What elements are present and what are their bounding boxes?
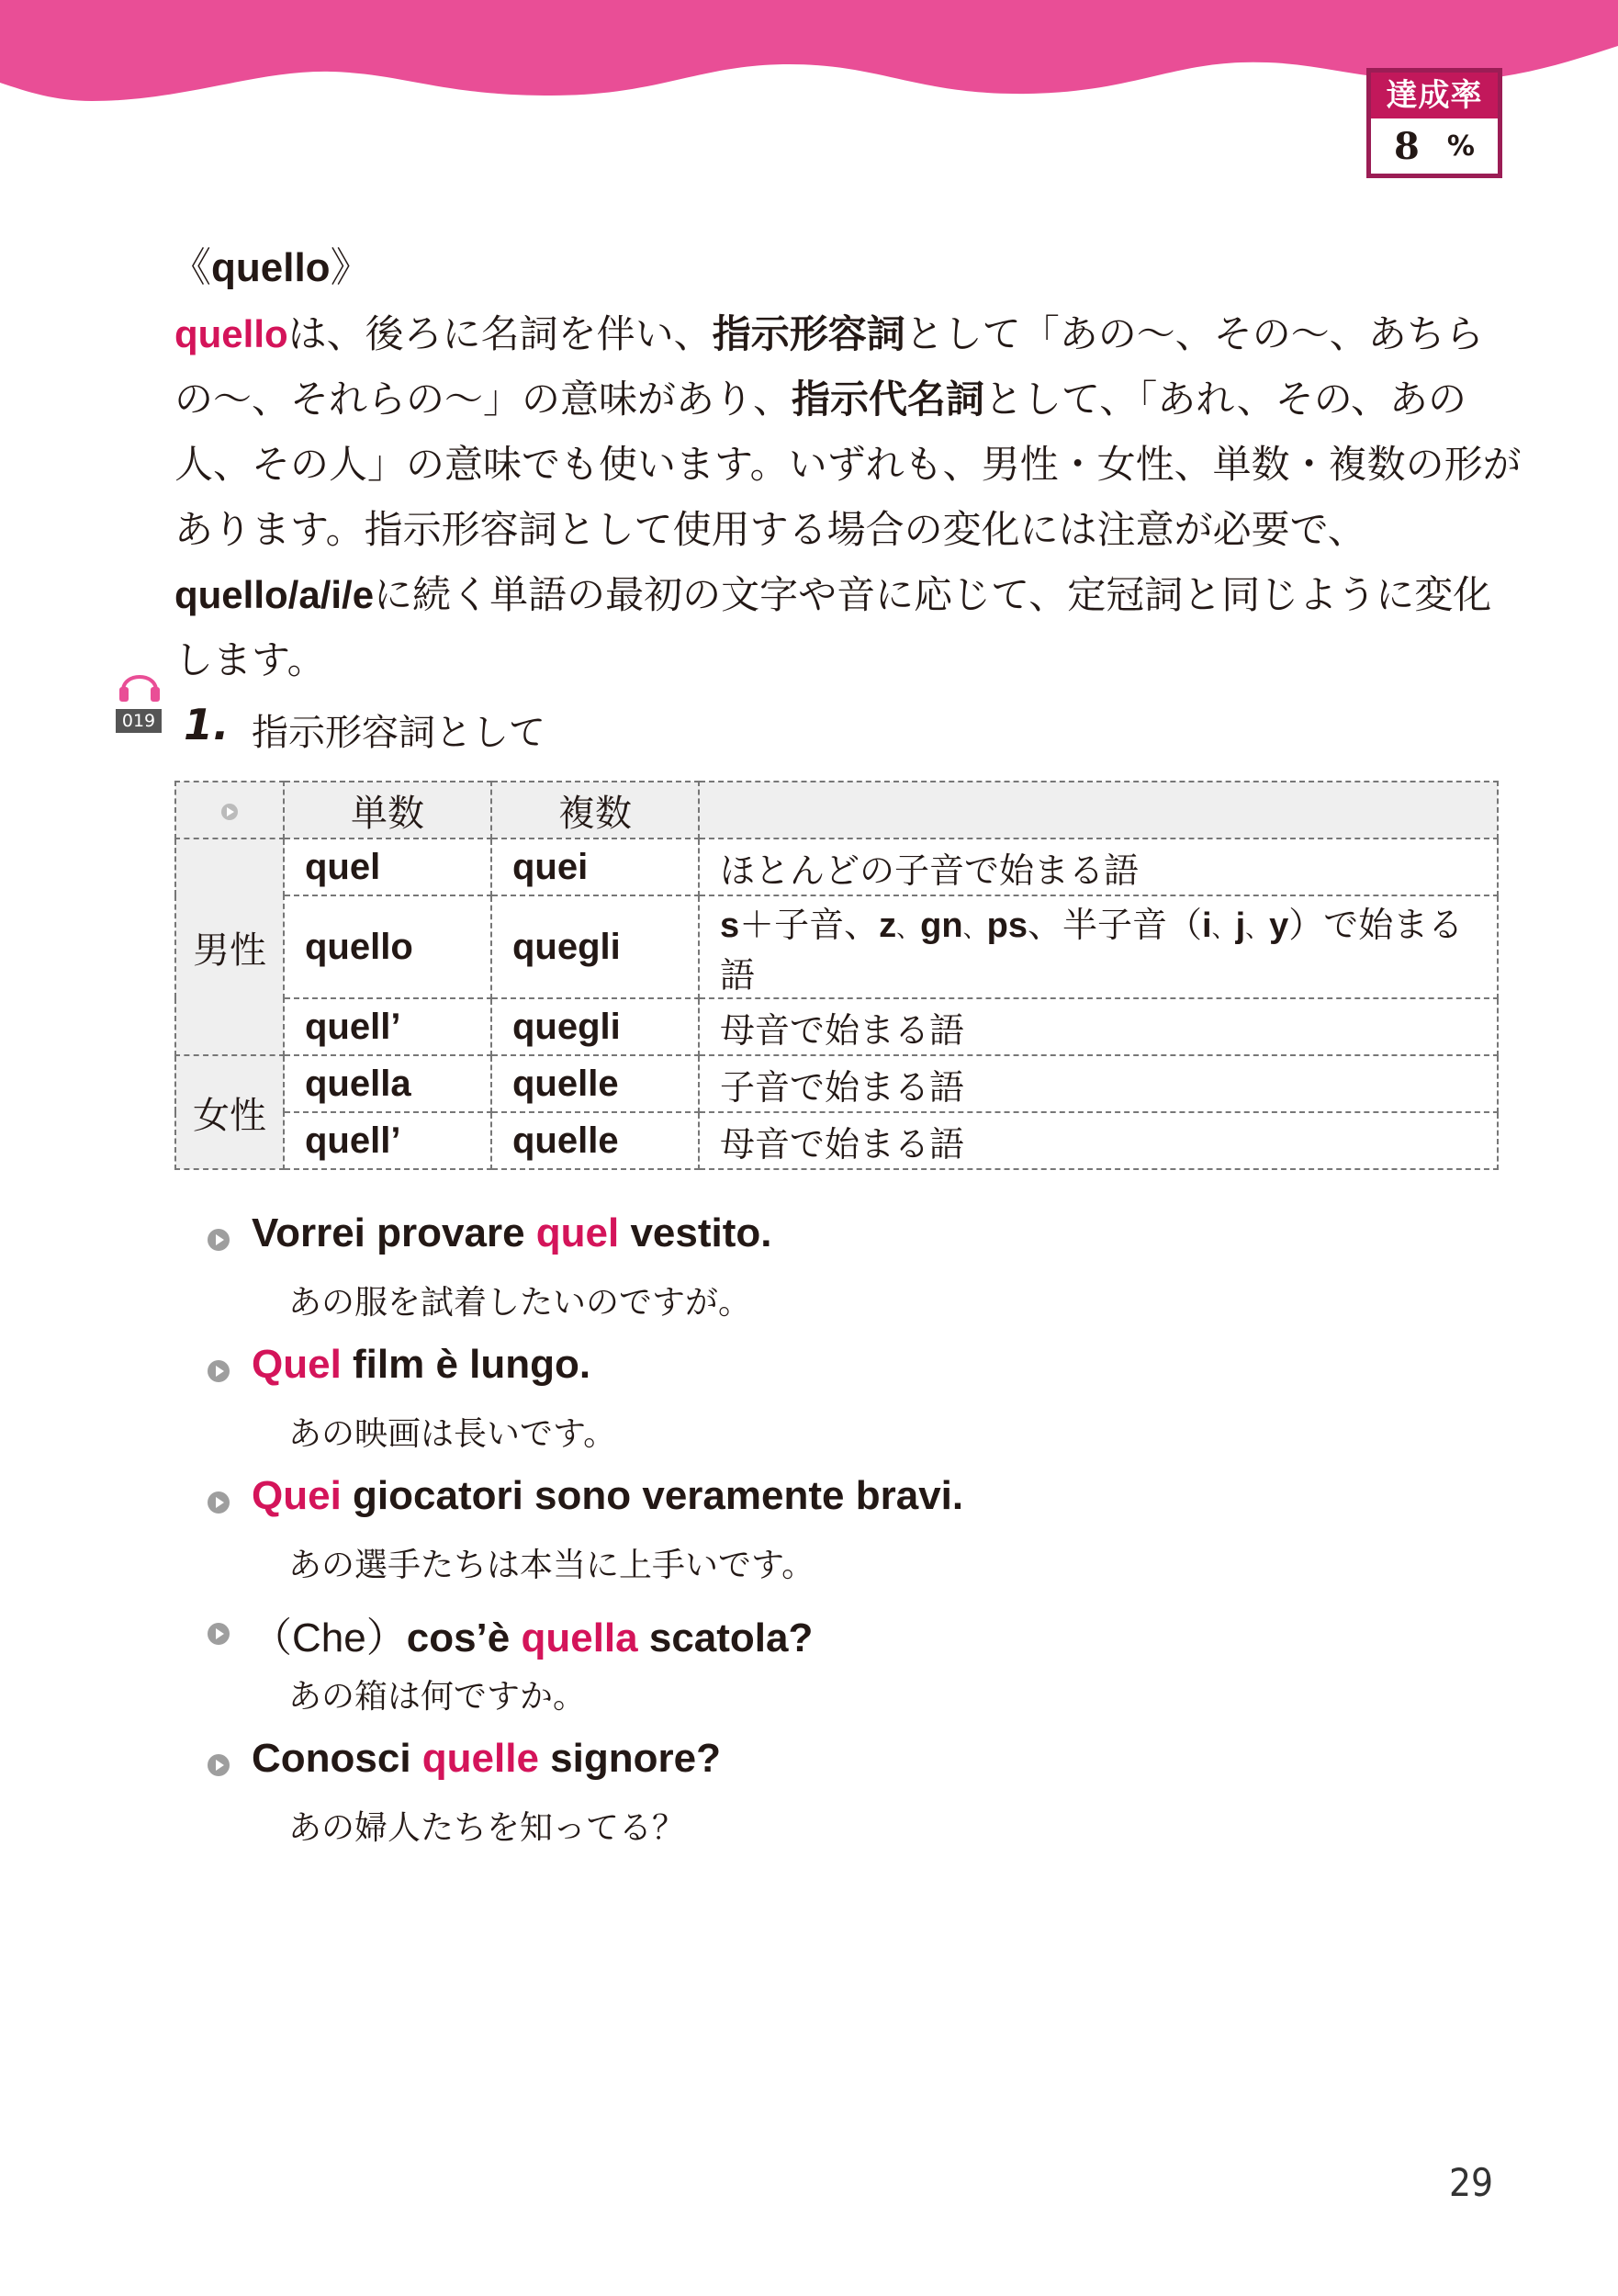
plural-form: quelle [491,1055,699,1112]
audio-track-number[interactable]: 019 [116,709,162,733]
achievement-badge [1366,68,1502,178]
page-number: 29 [1449,2160,1494,2205]
table-row [175,998,1498,1055]
example-keyword: Quel [252,1342,342,1387]
example-translation: あの服を試着したいのですが。 [288,1284,752,1322]
explanation-paragraph [174,301,1524,692]
play-bullet-icon [208,1623,230,1645]
example-text: Conosci [252,1736,422,1781]
example-text: scatola? [637,1615,814,1660]
plural-form: quei [491,838,699,895]
example-translation: あの映画は長いです。 [288,1415,617,1453]
header-singular: 単数 [284,782,491,838]
usage-note: 子音で始まる語 [699,1055,1498,1112]
example-italian [252,1736,721,1782]
para-text-1: は、後ろに名詞を伴い、 [287,311,713,356]
example-italian [252,1210,772,1256]
example-item [208,1604,1401,1736]
example-item [208,1736,1401,1867]
para-text-2: として「あの〜、その〜、あちらの〜、それらの〜」の意味があり、 [174,311,1484,422]
header-plural: 複数 [491,782,699,838]
para-term-adjective: 指示形容詞 [712,311,905,356]
usage-note: 母音で始まる語 [699,1112,1498,1169]
example-text: giocatori sono veramente bravi. [341,1473,964,1518]
note-letter-i: i [1202,906,1212,945]
gender-female: 女性 [175,1055,284,1169]
badge-value-row [1371,118,1498,174]
table-row [175,895,1498,998]
example-text: signore? [538,1736,721,1781]
para-forms: quello/a/i/e [174,573,375,616]
plural-form: quegli [491,998,699,1055]
example-italian [252,1342,590,1388]
title-word: quello [211,245,331,290]
example-translation: あの箱は何ですか。 [288,1678,587,1716]
para-term-pronoun: 指示代名詞 [792,377,985,422]
gender-male: 男性 [175,838,284,1055]
play-bullet-icon [221,804,238,820]
example-italian [252,1604,813,1663]
example-item [208,1210,1401,1342]
note-text: 、半子音（ [1027,905,1202,945]
example-paren: （Che） [252,1615,407,1660]
note-text: ）で始まる語 [720,905,1464,996]
example-italian [252,1473,963,1519]
table-corner [175,782,284,838]
note-letter-z: z [879,906,897,945]
para-keyword: quello [174,312,288,355]
forms-table [174,781,1499,1170]
table-row [175,838,1498,895]
note-letter-j: j [1235,906,1246,945]
badge-label: 達成率 [1371,73,1498,118]
play-bullet-icon [208,1754,230,1776]
note-text: 、 [896,916,921,943]
example-item [208,1473,1401,1604]
singular-form: quell’ [284,1112,491,1169]
headphone-icon[interactable] [118,663,162,703]
plural-form: quelle [491,1112,699,1169]
note-letter-gn: gn [920,906,963,945]
example-text: film è lungo. [341,1342,591,1387]
note-text: 、 [1211,916,1236,943]
example-keyword: quelle [421,1736,539,1781]
example-translation: あの選手たちは本当に上手いです。 [288,1547,815,1584]
subsection-title: 指示形容詞として [252,712,545,754]
title-bracket-open: 《 [171,244,211,291]
singular-form: quel [284,838,491,895]
example-list [208,1210,1401,1867]
note-text: 、 [1245,916,1270,943]
example-keyword: quel [535,1210,620,1255]
title-bracket-close: 》 [330,244,371,291]
note-letter-ps: ps [986,906,1028,945]
singular-form: quell’ [284,998,491,1055]
note-text: 、 [962,916,987,943]
example-keyword: Quei [252,1473,342,1518]
example-text: Vorrei provare [252,1210,536,1255]
note-letter-s: s [720,906,740,945]
usage-note: 母音で始まる語 [699,998,1498,1055]
singular-form: quello [284,895,491,998]
note-letter-y: y [1269,906,1289,945]
play-bullet-icon [208,1229,230,1251]
table-header-row [175,782,1498,838]
note-text: ＋子音、 [739,905,880,945]
para-text-4: に続く単語の最初の文字や音に応じて、定冠詞と同じように変化します。 [174,572,1492,682]
section-title [171,234,371,293]
badge-unit: % [1446,129,1475,163]
table-row [175,1112,1498,1169]
example-text: cos’è [406,1615,522,1660]
example-translation: あの婦人たちを知ってる？ [288,1809,686,1847]
header-blank [699,782,1498,838]
usage-note: ほとんどの子音で始まる語 [699,838,1498,895]
badge-value: 8 [1394,124,1420,168]
play-bullet-icon [208,1360,230,1382]
usage-note [699,895,1498,998]
plural-form: quegli [491,895,699,998]
example-keyword: quella [521,1615,638,1660]
singular-form: quella [284,1055,491,1112]
subsection-number: 1. [184,700,230,749]
play-bullet-icon [208,1491,230,1514]
example-item [208,1342,1401,1473]
para-text-3: として、「あれ、その、あの人、その人」の意味でも使います。いずれも、男性・女性、単数・複数の形があります。指示形容詞として使用する場合の変化には注意が必要で、 [174,377,1522,552]
table-row [175,1055,1498,1112]
example-text: vestito. [619,1210,772,1255]
